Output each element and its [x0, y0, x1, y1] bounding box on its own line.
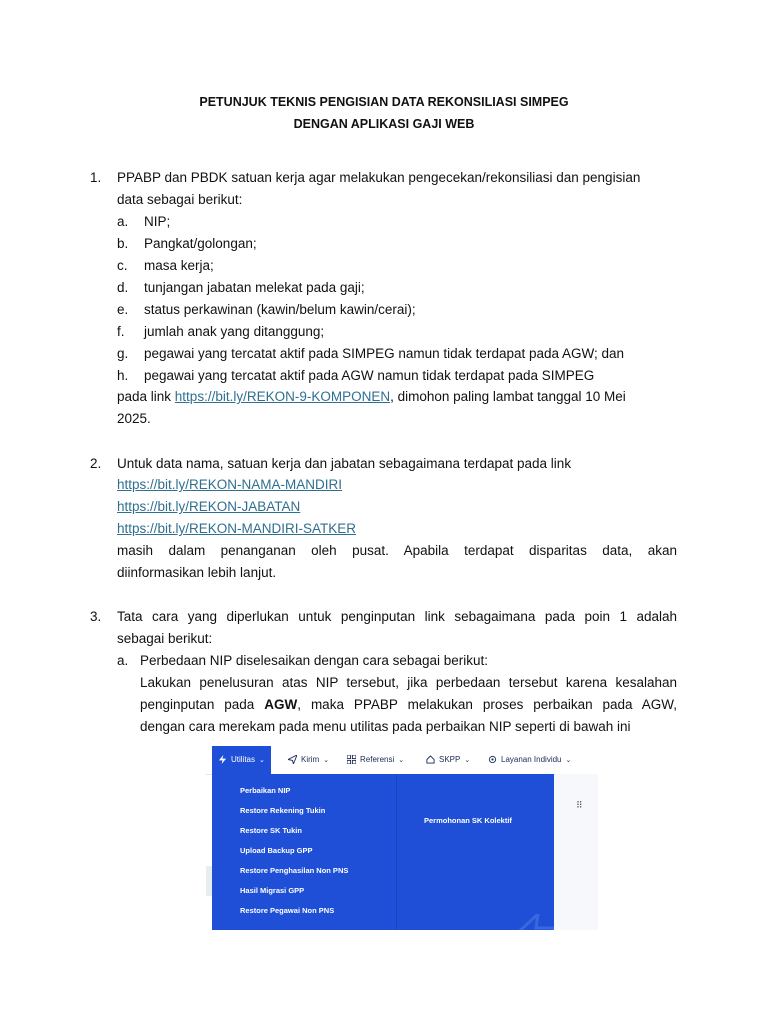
sublist-letter: f. [117, 324, 125, 339]
agw-menu-screenshot [206, 746, 598, 930]
document-title-line2: DENGAN APLIKASI GAJI WEB [293, 117, 475, 131]
sublist-item-text: masa kerja; [144, 258, 214, 273]
item3-sub-a-line3: dengan cara merekam pada menu utilitas pada perbaikan NIP seperti di bawah ini [140, 719, 631, 734]
item3-sub-a-line1: Lakukan penelusuran atas NIP tersebut, jika perbedaan tersebut karena kesalahan [140, 675, 677, 690]
item2-intro: Untuk data nama, satuan kerja dan jabatan sebagaimana terdapat pada link [117, 456, 572, 471]
item3-sub-a-title: Perbedaan NIP diselesaikan dengan cara sebagai berikut: [140, 653, 488, 668]
item1-link-prefix: pada link [117, 389, 175, 404]
item3-sub-a-line2-pre: penginputan pada [140, 697, 265, 712]
chevron-down-icon: ⌄ [398, 757, 405, 764]
rekon-mandiri-satker-link[interactable]: https://bit.ly/REKON-MANDIRI-SATKER [117, 521, 357, 536]
item2-note-line1: masih dalam penanganan oleh pusat. Apabila terdapat disparitas data, akan [117, 543, 677, 558]
settings-icon [488, 755, 497, 764]
item3-sub-a-line2-post: , maka PPABP melakukan proses perbaikan pada AGW, [297, 697, 678, 712]
document-title-line1: PETUNJUK TEKNIS PENGISIAN DATA REKONSILIASI SIMPEG [199, 95, 569, 109]
item1-intro-line2: data sebagai berikut: [117, 192, 243, 207]
sublist-item-text: Pangkat/golongan; [144, 236, 257, 251]
sublist-item-text: pegawai yang tercatat aktif pada AGW namun tidak terdapat pada SIMPEG [144, 368, 595, 383]
menu-item[interactable]: Restore Rekening Tukin [240, 806, 326, 815]
menu-item[interactable]: Restore SK Tukin [240, 826, 302, 835]
home-icon [426, 755, 435, 764]
agw-bold: AGW [264, 697, 298, 712]
sublist-item-text: pegawai yang tercatat aktif pada SIMPEG namun tidak terdapat pada AGW; dan [144, 346, 625, 361]
menu-column-divider [396, 774, 397, 930]
content-pane [554, 774, 598, 930]
menu-item[interactable]: Restore Penghasilan Non PNS [240, 866, 349, 875]
sublist-letter: h. [117, 368, 129, 383]
item1-number: 1. [90, 170, 102, 185]
item3-line2: sebagai berikut: [117, 631, 213, 646]
sublist-letter: e. [117, 302, 129, 317]
sublist-item-text: status perkawinan (kawin/belum kawin/cerai); [144, 302, 416, 317]
grid-icon [347, 755, 356, 764]
sublist-item-text: NIP; [144, 214, 171, 229]
menu-item[interactable]: Perbaikan NIP [240, 786, 291, 795]
sublist-letter: d. [117, 280, 129, 295]
item3-sub-a-letter: a. [117, 653, 129, 668]
item1-link-suffix: , dimohon paling lambat tanggal 10 Mei [390, 389, 626, 404]
sublist-letter: b. [117, 236, 129, 251]
nav-skpp-label: SKPP [439, 755, 461, 764]
nav-skpp[interactable] [426, 746, 470, 774]
rekon-jabatan-link[interactable]: https://bit.ly/REKON-JABATAN [117, 499, 301, 514]
sublist-letter: g. [117, 346, 129, 361]
apps-grid-icon[interactable]: ⠿ [576, 800, 583, 810]
nav-kirim[interactable] [288, 746, 329, 774]
sublist-letter: a. [117, 214, 129, 229]
menu-item[interactable]: Hasil Migrasi GPP [240, 886, 305, 895]
menu-item[interactable]: Restore Pegawai Non PNS [240, 906, 335, 915]
rekon-9-komponen-link[interactable]: https://bit.ly/REKON-9-KOMPONEN [174, 389, 391, 404]
item3-sub-a-line2 [140, 695, 677, 715]
send-icon [288, 755, 297, 764]
sublist-item-text: jumlah anak yang ditanggung; [144, 324, 325, 339]
bolt-watermark-icon [502, 914, 562, 930]
utilitas-dropdown-menu [212, 774, 554, 930]
chevron-down-icon: ⌄ [565, 757, 572, 764]
nav-referensi-label: Referensi [360, 755, 395, 764]
menu-item-permohonan-sk-kolektif[interactable]: Permohonan SK Kolektif [424, 816, 512, 825]
nav-layanan-individu[interactable] [488, 746, 571, 774]
rekon-nama-mandiri-link[interactable]: https://bit.ly/REKON-NAMA-MANDIRI [117, 477, 343, 492]
app-top-navbar [206, 746, 598, 775]
item1-closing: 2025. [117, 411, 151, 426]
item2-note-line2: diinformasikan lebih lanjut. [117, 565, 277, 580]
sublist-letter: c. [117, 258, 128, 273]
chevron-down-icon: ⌄ [464, 757, 471, 764]
chevron-down-icon: ⌄ [259, 757, 265, 764]
chevron-down-icon: ⌄ [323, 757, 330, 764]
nav-layanan-individu-label: Layanan Individu [501, 755, 562, 764]
bolt-icon [218, 755, 227, 764]
item1-link-line [117, 387, 626, 407]
item2-number: 2. [90, 456, 102, 471]
item3-number: 3. [90, 609, 102, 624]
nav-utilitas[interactable] [212, 746, 271, 774]
item3-line1: Tata cara yang diperlukan untuk penginputan link sebagaimana pada poin 1 adalah [117, 609, 677, 624]
sublist-item-text: tunjangan jabatan melekat pada gaji; [144, 280, 365, 295]
nav-kirim-label: Kirim [301, 755, 320, 764]
item1-intro-line1: PPABP dan PBDK satuan kerja agar melakukan pengecekan/rekonsiliasi dan pengisian [117, 170, 641, 185]
menu-item[interactable]: Upload Backup GPP [240, 846, 313, 855]
nav-utilitas-label: Utilitas [231, 755, 256, 764]
nav-referensi[interactable] [347, 746, 404, 774]
